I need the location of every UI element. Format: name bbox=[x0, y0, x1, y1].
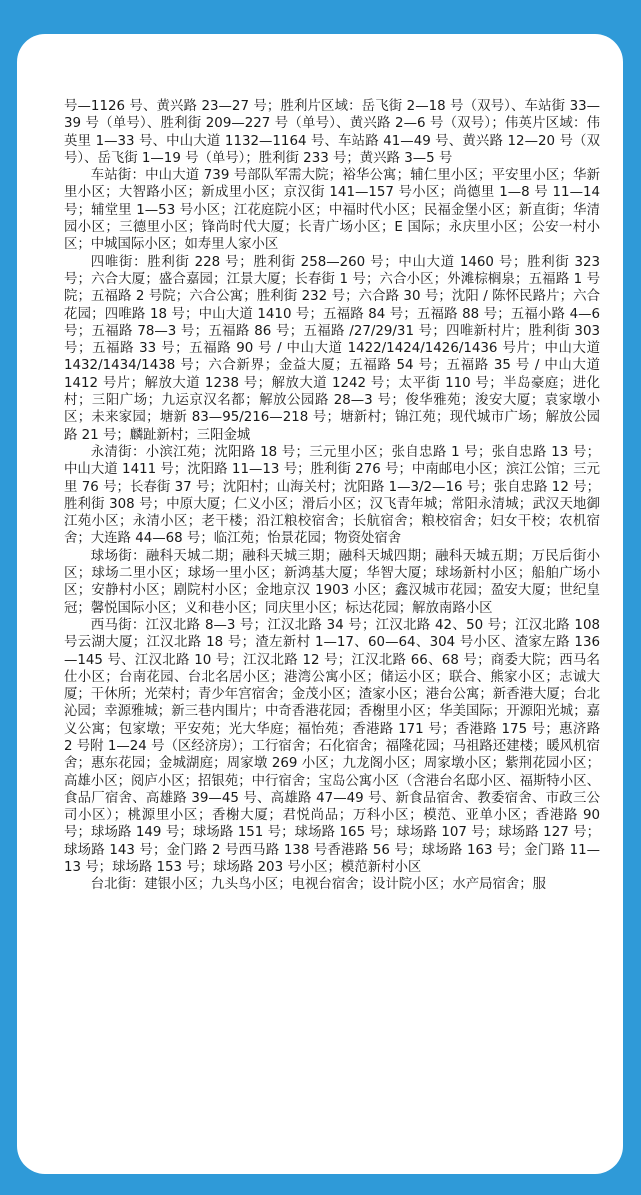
paragraph-continued: 号—1126 号、黄兴路 23—27 号；胜利片区域：岳飞街 2—18 号（双号）、车站街 33—39 号（单号）、胜利街 209—227 号（单号）、黄兴路 2—6 号（双号）；伟英片区域：伟英里 1—33 号、中山大道 1132—1164 号、车站路 41—49 号、黄兴路 12—20 号（双号）、岳飞街 1—19 号（单号）；胜利街 233 号；黄兴路 3—5 号 bbox=[64, 99, 600, 166]
paragraph-xima-street: 西马街：江汉北路 8—3 号；江汉北路 34 号；江汉北路 42、50 号；江汉北路 108 号云湖大厦；江汉北路 18 号；渣左新村 1—17、60—64、304 号小区、渣家左路 136—145 号、江汉北路 10 号；江汉北路 12 号；江汉北路 66、68 号；商委大院；西马名仕小区；台南花园、台北名居小区；港湾公寓小区；储运小区；联合、熊家小区；志诚大厦；干休所；光荣村；青少年宫宿舍；金茂小区；渣家小区；港台公寓；新香港大厦；台北沁园；幸源雅城；新三巷内围片；中奇香港花园；香榭里小区；华美国际；开源阳光城；嘉义公寓；包家墩；平安苑；光大华庭；福怡苑；香港路 171 号；香港路 175 号；惠济路 2 号附 1—24 号（区经济房）；工行宿舍；石化宿舍；福隆花园；马祖路还建楼；暖风机宿舍；惠东花园；金城湖庭；周家墩 269 小区；九龙阁小区；周家墩小区；紫荆花园小区；高雄小区；阅庐小区；招银苑；中行宿舍；宝岛公寓小区（含港台名邸小区、福斯特小区、食品厂宿舍、高雄路 39—45 号、高雄路 47—49 号、新食品宿舍、教委宿舍、市政三公司小区）；桃源里小区；香榭大厦；君悦尚品；万科小区；模范、亚单小区；香港路 90 号；球场路 149 号；球场路 151 号；球场路 165 号；球场路 107 号；球场路 127 号；球场路 143 号；金门路 2 号西马路 138 号香港路 56 号；球场路 163 号；金门路 11—13 号；球场路 153 号；球场路 203 号小区；模范新村小区 bbox=[64, 617, 600, 876]
paragraph-chezhan-street: 车站街：中山大道 739 号部队军需大院；裕华公寓；辅仁里小区；平安里小区；华新里小区；大智路小区；新成里小区；京汉街 141—157 号小区；尚德里 1—8 号 11—14 号；辅堂里 1—53 号小区；江花庭院小区；中福时代小区；民福金堡小区；新直街；华清园小区；三德里小区；锋尚时代大厦；长青广场小区；E 国际；永庆里小区；公安一村小区；中城国际小区；如寿里人家小区 bbox=[64, 168, 600, 253]
paragraph-yongqing-street: 永清街：小滨江苑；沈阳路 18 号；三元里小区；张自忠路 1 号；张自忠路 13 号；中山大道 1411 号；沈阳路 11—13 号；胜利街 276 号；中南邮电小区；滨江公馆；三元里 76 号；长春街 37 号；沈阳村；山海关村；沈阳路 1—3/2—16 号；张自忠路 12 号；胜利街 308 号；中原大厦；仁义小区；滑后小区；汉飞青年城；常阳永清城；武汉天地御江苑小区；永清小区；老干楼；沿江粮校宿舍；长航宿舍；粮校宿舍；妇女干校；农机宿舍；大连路 44—68 号；临江苑；怡景花园；物资处宿舍 bbox=[64, 444, 600, 547]
paragraph-siwei-street: 四唯街：胜利街 228 号；胜利街 258—260 号；中山大道 1460 号；胜利街 323 号；六合大厦；盛合嘉园；江景大厦；长春街 1 号；六合小区；外滩棕榈泉；五福路 1 号院；五福路 2 号院；六合公寓；胜利街 232 号；六合路 30 号；沈阳 / 陈怀民路片；六合花园；四唯路 18 号；中山大道 1410 号；五福路 84 号；五福路 88 号；五福小路 4—6 号；五福路 78—3 号；五福路 86 号；五福路 /27/29/31 号；四唯新村片；胜利街 303 号；五福路 33 号；五福路 90 号 / 中山大道 1422/1424/1426/1436 号片；中山大道 1432/1434/1438 号；六合新界；金益大厦；五福路 54 号；五福路 35 号 / 中山大道 1412 号片；解放大道 1238 号；解放大道 1242 号；太平街 110 号；半岛豪庭；进化村；三阳广场；九运京汉名都；解放公园路 28—3 号；俊华雅苑；浚安大厦；袁家墩小区；未来家园；塘新 83—95/216—218 号；塘新村；锦江苑；现代城市广场；解放公园路 21 号；麟趾新村；三阳金城 bbox=[64, 254, 600, 443]
paragraph-taibei-street: 台北街：建银小区；九头鸟小区；电视台宿舍；设计院小区；水产局宿舍；服 bbox=[90, 877, 547, 893]
content-card bbox=[17, 34, 623, 1174]
document-text bbox=[64, 98, 600, 894]
paragraph-qiuchang-street: 球场街：融科天城二期；融科天城三期；融科天城四期；融科天城五期；万民后街小区；球场二里小区；球场一里小区；新鸿基大厦；华智大厦；球场新村小区；船舶广场小区；安静村小区；剧院村小区；金地京汉 1903 小区；鑫汉城市花园；盈安大厦；世纪皇冠；馨悦国际小区；义和巷小区；同庆里小区；标达花园；解放南路小区 bbox=[64, 548, 600, 616]
